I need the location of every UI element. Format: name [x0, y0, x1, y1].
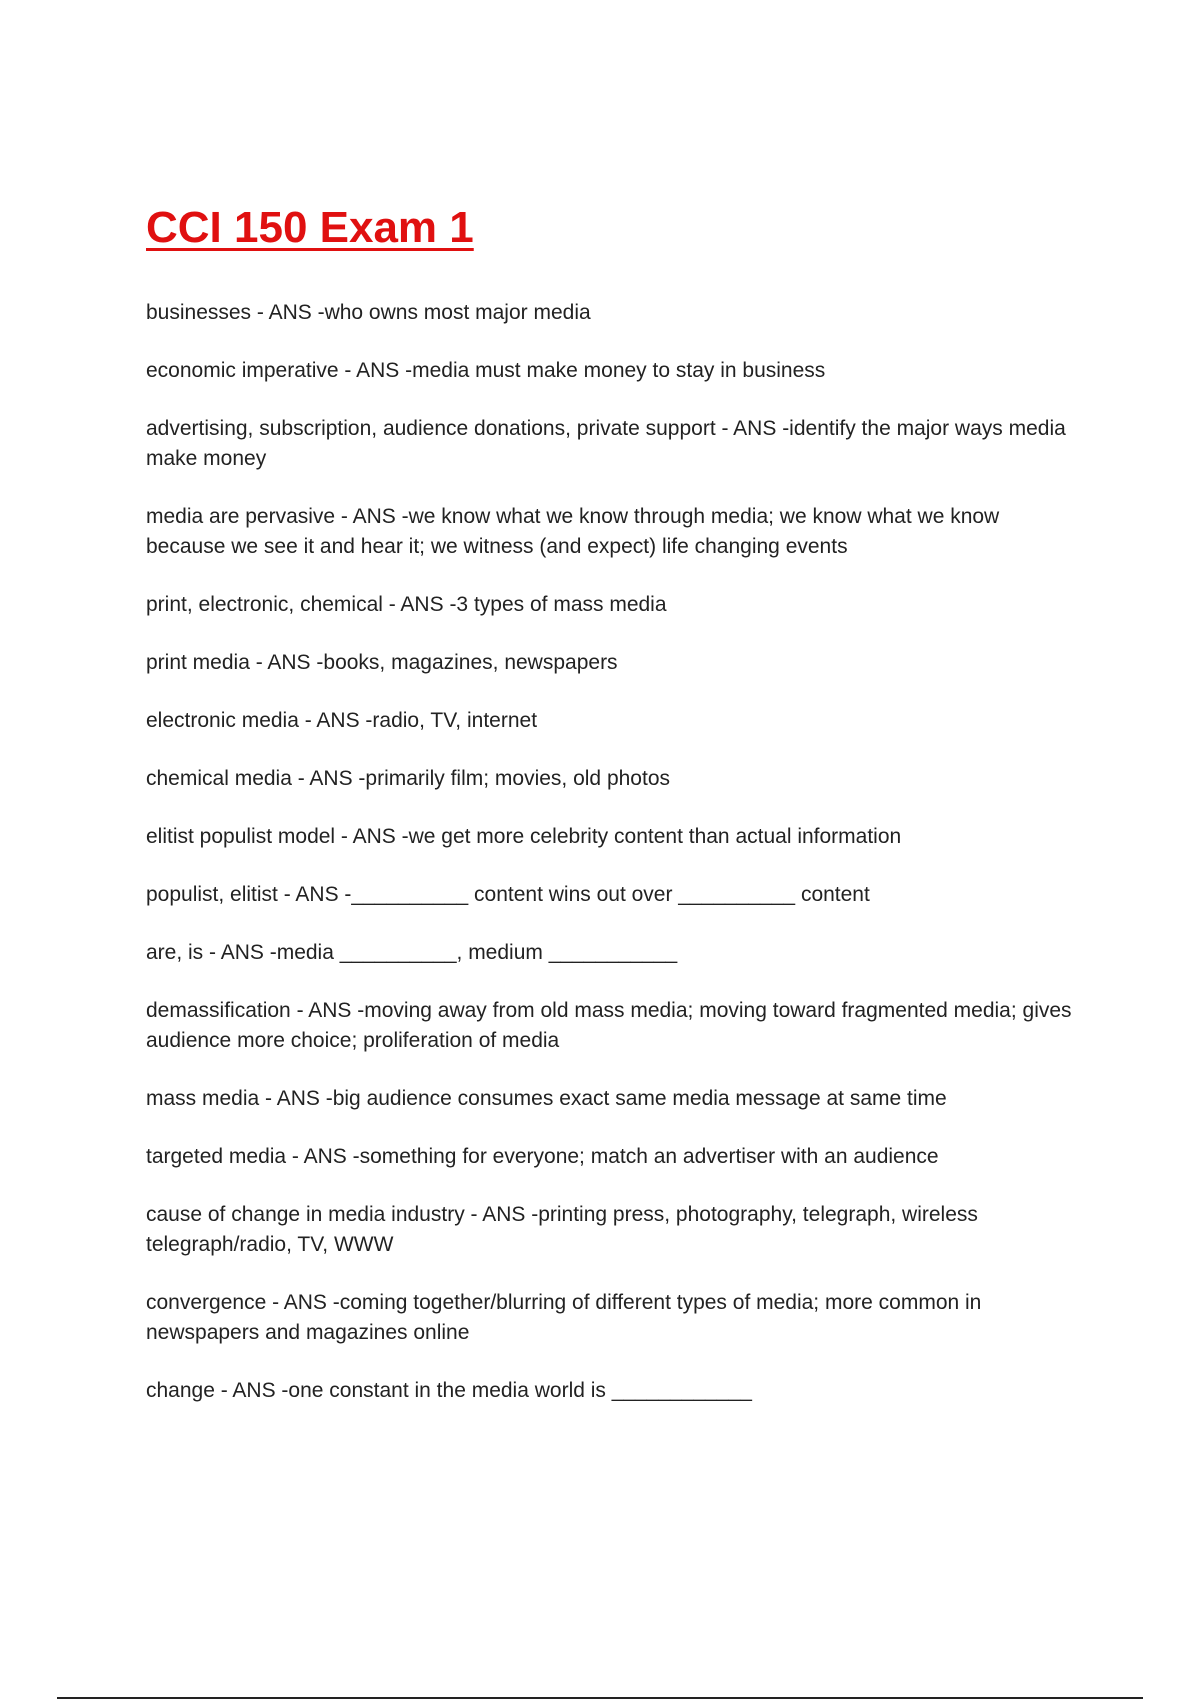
qa-entry: electronic media - ANS -radio, TV, internet [146, 709, 538, 732]
qa-list [146, 298, 1076, 1434]
footer-divider [57, 1697, 1143, 1699]
qa-entry: are, is - ANS -media __________, medium ___________ [146, 941, 678, 964]
qa-entry: advertising, subscription, audience donations, private support - ANS -identify the major ways media make money [146, 417, 1066, 470]
qa-entry: convergence - ANS -coming together/blurring of different types of media; more common in newspapers and magazines online [146, 1291, 982, 1344]
qa-entry: print media - ANS -books, magazines, newspapers [146, 651, 618, 674]
qa-entry: businesses - ANS -who owns most major media [146, 301, 591, 324]
qa-entry: cause of change in media industry - ANS -printing press, photography, telegraph, wireless telegraph/radio, TV, WWW [146, 1203, 978, 1256]
qa-entry: media are pervasive - ANS -we know what we know through media; we know what we know because we see it and hear it; we witness (and expect) life changing events [146, 505, 1000, 558]
document-title: CCI 150 Exam 1 [146, 203, 474, 252]
qa-entry: demassification - ANS -moving away from old mass media; moving toward fragmented media; gives audience more choice; proliferation of media [146, 999, 1072, 1052]
qa-entry: change - ANS -one constant in the media world is ____________ [146, 1379, 752, 1402]
qa-entry: targeted media - ANS -something for everyone; match an advertiser with an audience [146, 1145, 939, 1168]
qa-entry: chemical media - ANS -primarily film; movies, old photos [146, 767, 670, 790]
qa-entry: populist, elitist - ANS -__________ content wins out over __________ content [146, 883, 870, 906]
qa-entry: print, electronic, chemical - ANS -3 types of mass media [146, 593, 667, 616]
qa-entry: mass media - ANS -big audience consumes exact same media message at same time [146, 1087, 947, 1110]
qa-entry: economic imperative - ANS -media must make money to stay in business [146, 359, 826, 382]
qa-entry: elitist populist model - ANS -we get more celebrity content than actual information [146, 825, 902, 848]
